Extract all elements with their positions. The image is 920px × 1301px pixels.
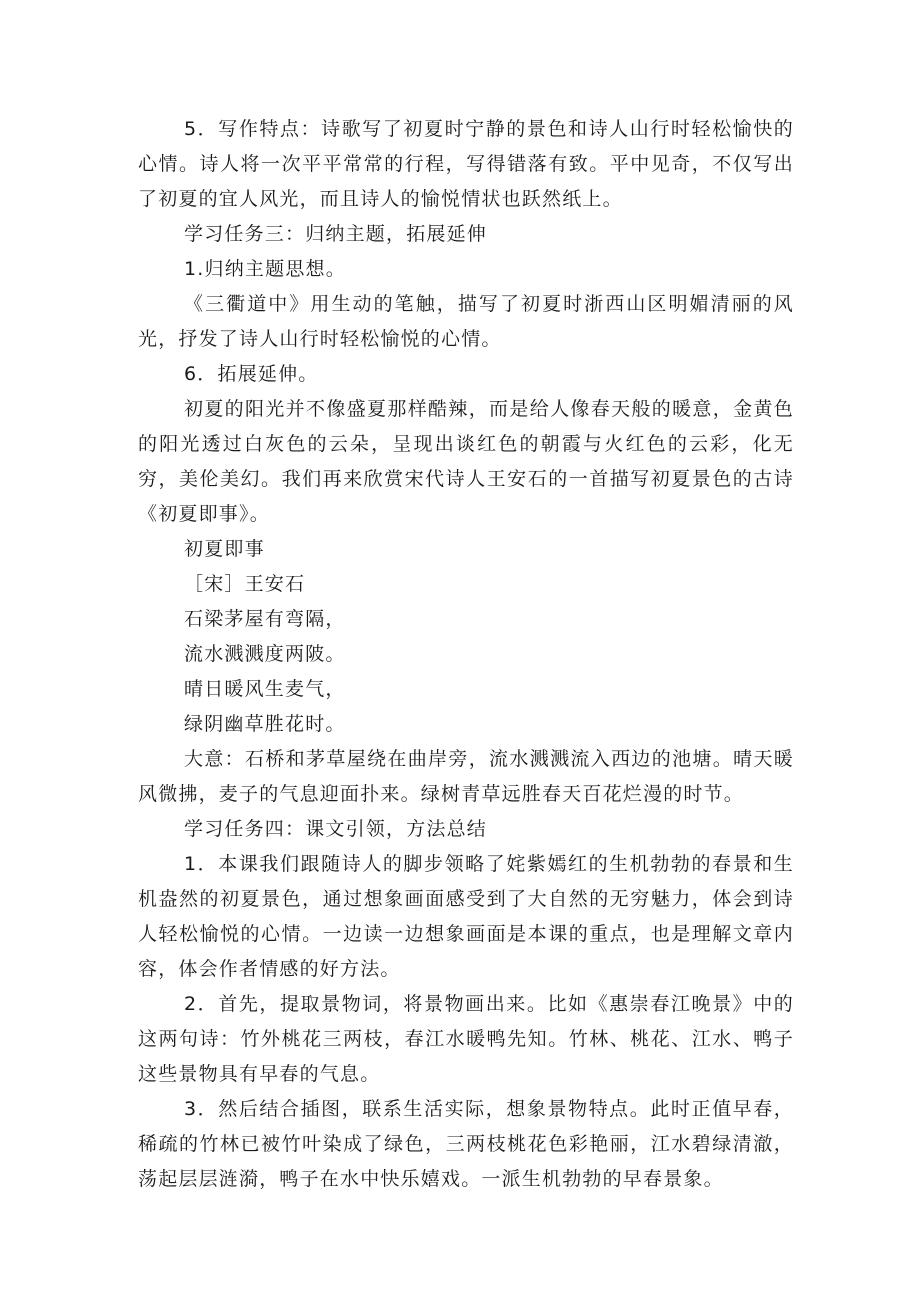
summary-point-1: 1．本课我们跟随诗人的脚步领略了姹紫嫣红的生机勃勃的春景和生机盎然的初夏景色，通过想象画面感受到了大自然的无穷魅力，体会到诗人轻松愉悦的心情。一边读一边想象画面是本课的重点，也是理解文章内容，体会作者情感的好方法。 [138, 853, 794, 980]
poem-author: ［宋］王安石 [184, 573, 306, 595]
poem-title: 初夏即事 [184, 538, 265, 560]
extend-subheading: 6．拓展延伸。 [184, 363, 319, 385]
task-three-heading: 学习任务三：归纳主题，拓展延伸 [184, 223, 488, 245]
task-four-heading: 学习任务四：课文引领，方法总结 [184, 818, 488, 840]
summary-point-3: 3．然后结合插图，联系生活实际，想象景物特点。此时正值早春，稀疏的竹林已被竹叶染成了绿色，三两枝桃花色彩艳丽，江水碧绿清澈，荡起层层涟漪，鸭子在水中快乐嬉戏。一派生机勃勃的早春景象。 [138, 1098, 794, 1190]
poem-line-1: 石梁茅屋有弯隔， [184, 608, 346, 630]
writing-features-paragraph: 5．写作特点：诗歌写了初夏时宁静的景色和诗人山行时轻松愉快的心情。诗人将一次平平常常的行程，写得错落有致。平中见奇，不仅写出了初夏的宜人风光，而且诗人的愉悦情状也跃然纸上。 [138, 118, 794, 210]
theme-subheading: 1.归纳主题思想。 [184, 258, 346, 280]
poem-meaning-paragraph: 大意：石桥和茅草屋绕在曲岸旁，流水溅溅流入西边的池塘。晴天暖风微拂，麦子的气息迎面扑来。绿树青草远胜春天百花烂漫的时节。 [138, 748, 794, 805]
theme-paragraph: 《三衢道中》用生动的笔触，描写了初夏时浙西山区明媚清丽的风光，抒发了诗人山行时轻松愉悦的心情。 [138, 293, 794, 350]
poem-line-2: 流水溅溅度两陂。 [184, 643, 346, 665]
poem-line-3: 晴日暖风生麦气， [184, 678, 346, 700]
extend-paragraph: 初夏的阳光并不像盛夏那样酷辣，而是给人像春天般的暖意，金黄色的阳光透过白灰色的云朵，呈现出谈红色的朝霞与火红色的云彩，化无穷，美伦美幻。我们再来欣赏宋代诗人王安石的一首描写初夏景色的古诗《初夏即事》。 [138, 398, 794, 525]
poem-line-4: 绿阴幽草胜花时。 [184, 713, 346, 735]
summary-point-2: 2．首先，提取景物词，将景物画出来。比如《惠崇春江晚景》中的这两句诗：竹外桃花三两枝，春江水暖鸭先知。竹林、桃花、江水、鸭子这些景物具有早春的气息。 [138, 993, 794, 1085]
